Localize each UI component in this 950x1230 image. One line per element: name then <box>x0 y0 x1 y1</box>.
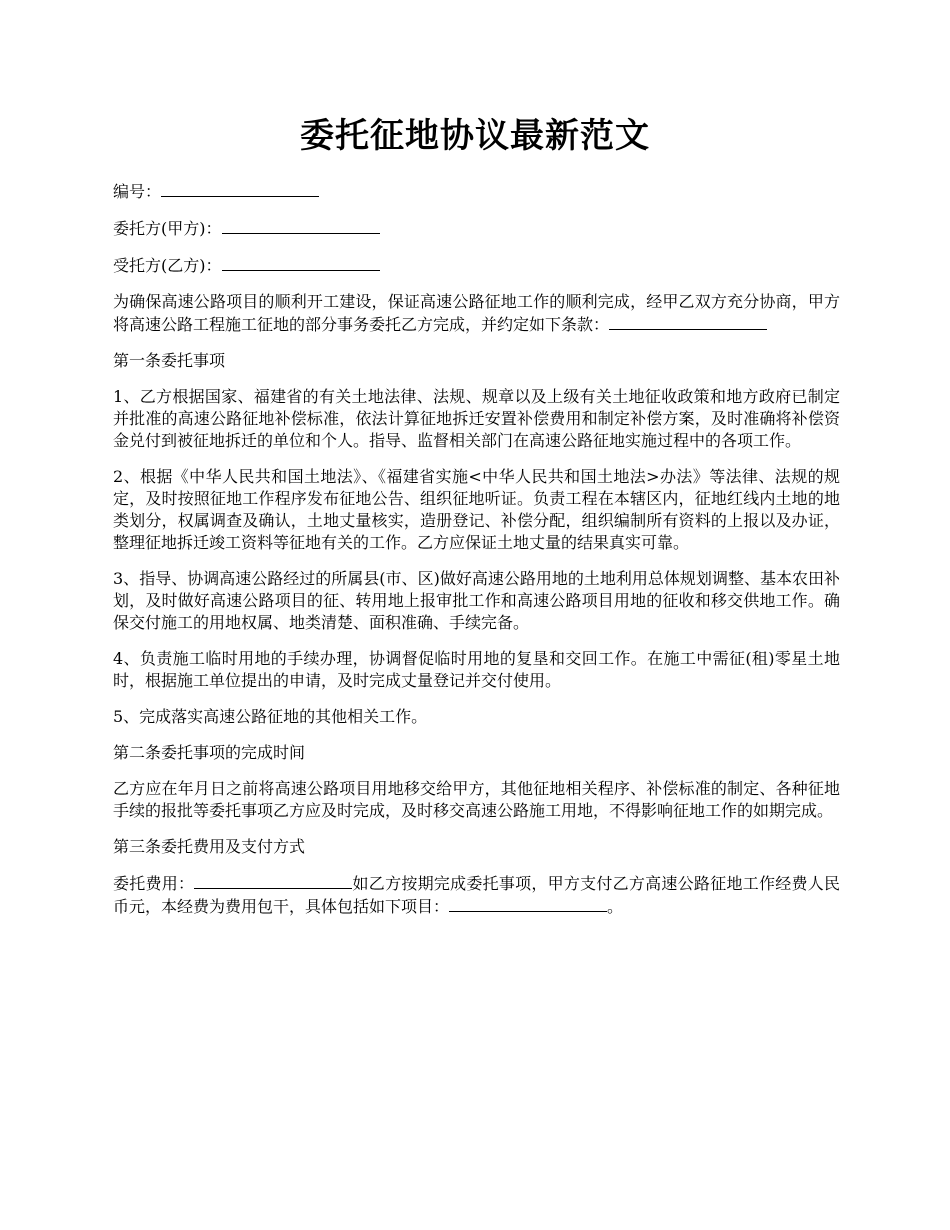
client-field <box>113 217 840 240</box>
article1-heading: 第一条委托事项 <box>113 351 226 370</box>
article1-item-5: 5、完成落实高速公路征地的其他相关工作。 <box>113 707 428 726</box>
number-label: 编号： <box>113 182 162 201</box>
agent-label: 受托方(乙方)： <box>113 256 222 275</box>
client-label: 委托方(甲方)： <box>113 219 222 238</box>
intro-blank-1 <box>609 313 647 330</box>
fee-text: 如乙方按期完成委托事项，甲方支付乙方高速公路征地工作经费人民币元，本经费为费用包干，具体包括如下项目： <box>113 874 840 916</box>
fee-items-blank <box>449 895 607 912</box>
fee-end: 。 <box>607 897 624 916</box>
article1-item-1: 1、乙方根据国家、福建省的有关土地法律、法规、规章以及上级有关土地征收政策和地方政府已制定并批准的高速公路征地补偿标准，依法计算征地拆迁安置补偿费用和制定补偿方案，及时准确将补偿资金兑付到被征地拆迁的单位和个人。指导、监督相关部门在高速公路征地实施过程中的各项工作。 <box>113 387 840 450</box>
document-title: 委托征地协议最新范文 <box>300 116 650 156</box>
article1-item-2: 2、根据《中华人民共和国土地法》、《福建省实施<中华人民共和国土地法>办法》等法律、法规的规定，及时按照征地工作程序发布征地公告、组织征地听证。负责工程在本辖区内，征地红线内土地的地类划分，权属调查及确认，土地丈量核实，造册登记、补偿分配，组织编制所有资料的上报以及办证，整理征地拆迁竣工资料等征地有关的工作。乙方应保证土地丈量的结果真实可靠。 <box>113 467 840 552</box>
fee-label: 委托费用： <box>113 874 195 893</box>
article3-fee-paragraph <box>113 872 840 918</box>
intro-blank-2 <box>647 313 767 330</box>
article3-heading: 第三条委托费用及支付方式 <box>113 837 306 856</box>
client-blank <box>222 217 380 234</box>
article2-heading: 第二条委托事项的完成时间 <box>113 743 306 762</box>
number-field <box>113 180 840 203</box>
agent-field <box>113 254 840 277</box>
fee-blank <box>194 872 352 889</box>
agent-blank <box>222 254 380 271</box>
intro-paragraph <box>113 291 840 336</box>
intro-text: 为确保高速公路项目的顺利开工建设，保证高速公路征地工作的顺利完成，经甲乙双方充分协商，甲方将高速公路工程施工征地的部分事务委托乙方完成，并约定如下条款： <box>113 292 840 334</box>
article1-item-4: 4、负责施工临时用地的手续办理，协调督促临时用地的复垦和交回工作。在施工中需征(租)零星土地时，根据施工单位提出的申请，及时完成丈量登记并交付使用。 <box>113 649 840 690</box>
article1-item-3: 3、指导、协调高速公路经过的所属县(市、区)做好高速公路用地的土地利用总体规划调整、基本农田补划，及时做好高速公路项目的征、转用地上报审批工作和高速公路项目用地的征收和移交供地工作。确保交付施工的用地权属、地类清楚、面积准确、手续完备。 <box>113 569 840 632</box>
article2-text: 乙方应在年月日之前将高速公路项目用地移交给甲方，其他征地相关程序、补偿标准的制定、各种征地手续的报批等委托事项乙方应及时完成，及时移交高速公路施工用地，不得影响征地工作的如期完成。 <box>113 779 840 820</box>
document-body <box>113 180 840 932</box>
number-blank <box>161 180 319 197</box>
